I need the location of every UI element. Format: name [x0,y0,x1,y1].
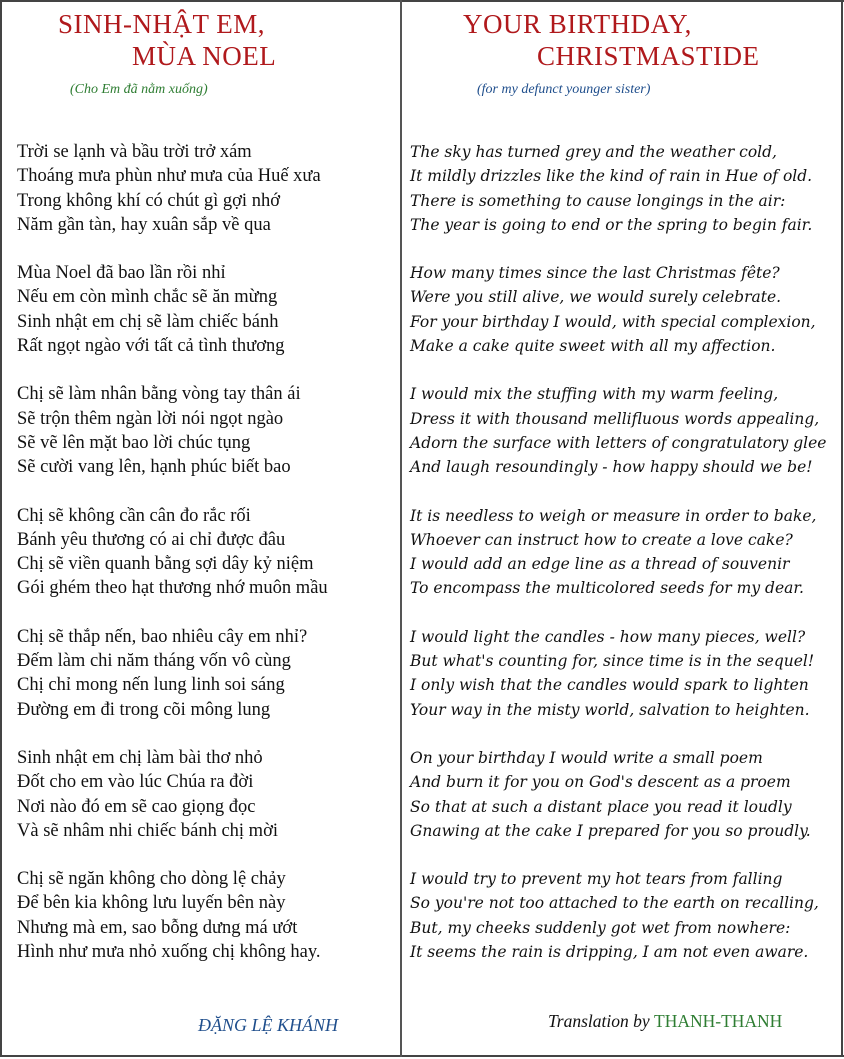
translation-label: Translation by [548,1011,650,1031]
english-title-line1: YOUR BIRTHDAY, [463,9,692,39]
poem-line: Were you still alive, we would surely celebrate. [410,288,782,307]
poem-line: Đếm làm chi năm tháng vốn vô cùng [17,651,291,672]
poem-line: Sẽ cười vang lên, hạnh phúc biết bao [17,457,291,478]
poem-line: I would light the candles - how many pieces, well? [410,627,806,646]
poem-line: Chị sẽ không cần cân đo rắc rối [17,505,251,526]
poem-line: Thoáng mưa phùn như mưa của Huế xưa [17,166,321,187]
vietnamese-title-line1: SINH-NHẬT EM, [58,9,265,39]
poem-line: Hình như mưa nhỏ xuống chị không hay. [17,942,321,963]
stanza [17,746,397,843]
poem-line: Trong không khí có chút gì gợi nhớ [17,190,280,211]
stanza [410,382,838,479]
poem-line: Gnawing at the cake I prepared for you so proudly. [410,821,811,840]
poem-line: Whoever can instruct how to create a love cake? [410,530,793,549]
poem-line: Trời se lạnh và bầu trời trở xám [17,142,252,162]
poem-line: But what's counting for, since time is in the sequel! [410,652,815,671]
poem-line: For your birthday I would, with special complexion, [410,312,816,331]
poem-line: There is something to cause longings in the air: [410,191,786,210]
poem-line: And laugh resoundingly - how happy should we be! [410,458,813,477]
poem-line: I only wish that the candles would spark to lighten [410,676,809,695]
frame-border-bottom [0,1055,844,1057]
english-title-line2: CHRISTMASTIDE [537,41,760,71]
poem-line: I would try to prevent my hot tears from falling [410,870,783,889]
stanza [410,746,838,843]
stanza [410,867,838,964]
poem-line: I would mix the stuffing with my warm feeling, [410,385,779,404]
vietnamese-title [58,8,276,72]
poem-line: Nhưng mà em, sao bỗng dưng má ướt [17,917,298,938]
english-title [463,8,760,72]
english-dedication: (for my defunct younger sister) [477,82,651,97]
vietnamese-title-line2: MÙA NOEL [132,41,277,71]
vietnamese-dedication: (Cho Em đã nằm xuống) [70,82,208,97]
stanza [17,140,397,237]
poem-line: So that at such a distant place you read it loudly [410,797,792,816]
stanza [410,625,838,722]
author-name: ĐẶNG LỆ KHÁNH [198,1015,339,1035]
stanza [410,261,838,358]
poem-line: Adorn the surface with letters of congratulatory glee [410,433,827,452]
poem-line: Dress it with thousand mellifluous words appealing, [410,409,820,428]
poem-line: Năm gần tàn, hay xuân sắp về qua [17,214,271,235]
poem-line: It is needless to weigh or measure in order to bake, [410,506,817,525]
poem-line: Chị sẽ ngăn không cho dòng lệ chảy [17,869,286,890]
poem-line: So you're not too attached to the earth on recalling, [410,894,819,913]
poem-line: Rất ngọt ngào với tất cả tình thương [17,336,285,357]
stanza [17,625,397,722]
poem-line: But, my cheeks suddenly got wet from nowhere: [410,918,791,937]
poem-line: Chị sẽ viền quanh bằng sợi dây kỷ niệm [17,554,314,575]
vietnamese-poem [17,140,397,988]
poem-line: How many times since the last Christmas fête? [410,264,780,283]
frame-border-right [841,0,843,1057]
poem-line: The year is going to end or the spring to begin fair. [410,215,813,234]
poem-line: Sinh nhật em chị làm bài thơ nhỏ [17,747,263,768]
poem-line: And burn it for you on God's descent as a proem [410,773,791,792]
poem-line: Đốt cho em vào lúc Chúa ra đời [17,772,254,793]
poem-line: Sẽ trộn thêm ngàn lời nói ngọt ngào [17,408,284,429]
stanza [17,261,397,358]
poem-line: It mildly drizzles like the kind of rain in Hue of old. [410,167,813,186]
stanza [17,382,397,479]
poem-line: Và sẽ nhâm nhi chiếc bánh chị mời [17,820,278,841]
column-divider [400,0,402,1057]
vietnamese-column [2,0,400,1055]
poem-line: Chị chỉ mong nến lung linh soi sáng [17,675,285,696]
stanza [410,504,838,601]
poem-line: Để bên kia không lưu luyến bên này [17,893,286,914]
poem-line: Make a cake quite sweet with all my affection. [410,337,776,356]
poem-line: Chị sẽ làm nhân bằng vòng tay thân ái [17,384,301,405]
translation-credit [548,1011,782,1032]
poem-line: Sẽ vẽ lên mặt bao lời chúc tụng [17,432,251,453]
english-poem [410,140,838,988]
poem-line: It seems the rain is dripping, I am not even aware. [410,943,809,962]
english-column [403,0,841,1055]
translator-name: THANH-THANH [654,1011,783,1031]
poem-line: I would add an edge line as a thread of souvenir [410,555,790,574]
poem-line: Chị sẽ thắp nến, bao nhiêu cây em nhỉ? [17,626,308,647]
poem-line: Nơi nào đó em sẽ cao giọng đọc [17,796,256,817]
poem-line: Your way in the misty world, salvation to heighten. [410,700,810,719]
stanza [410,140,838,237]
poem-line: Mùa Noel đã bao lần rồi nhỉ [17,263,226,284]
stanza [17,504,397,601]
poem-line: To encompass the multicolored seeds for my dear. [410,579,804,598]
poem-line: The sky has turned grey and the weather cold, [410,143,777,161]
poem-line: Sinh nhật em chị sẽ làm chiếc bánh [17,311,279,332]
poem-line: On your birthday I would write a small poem [410,748,763,767]
poem-line: Gói ghém theo hạt thương nhớ muôn mầu [17,578,328,599]
poem-line: Đường em đi trong cõi mông lung [17,699,271,720]
poem-line: Nếu em còn mình chắc sẽ ăn mừng [17,287,278,308]
stanza [17,867,397,964]
poem-line: Bánh yêu thương có ai chỉ được đâu [17,529,286,550]
